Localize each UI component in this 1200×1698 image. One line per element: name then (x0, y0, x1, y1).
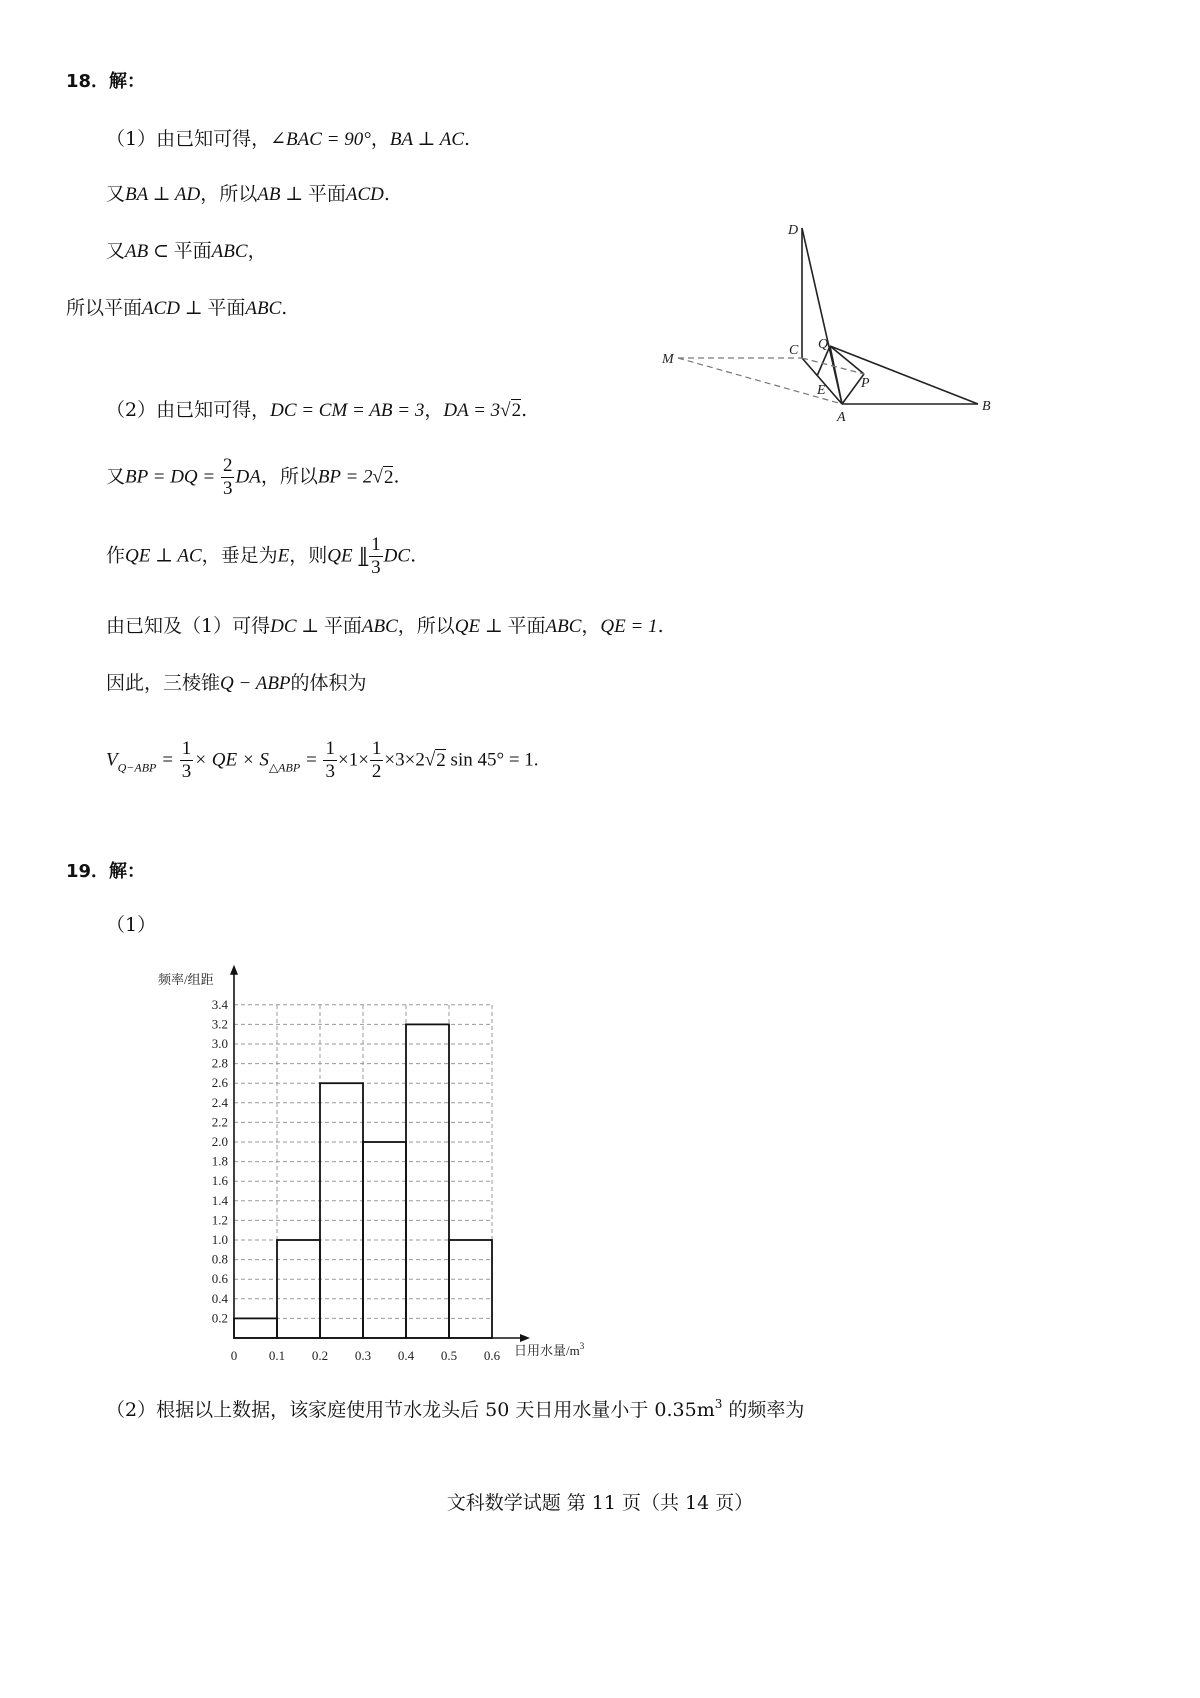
text: 的频率为 (722, 1399, 805, 1421)
text: 平面 (173, 240, 212, 262)
formula: DC (383, 545, 411, 567)
formula: = (300, 749, 323, 771)
radicand: 2 (436, 749, 446, 771)
y-tick-label: 2.2 (211, 1114, 228, 1130)
y-axis-arrow (230, 965, 238, 975)
y-tick-label: 1.4 (211, 1192, 228, 1208)
x-tick-label: 0.4 (397, 1348, 415, 1363)
denominator: 3 (371, 557, 381, 578)
y-tick-label: 1.8 (211, 1153, 228, 1169)
formula: Q − ABP (220, 673, 291, 694)
numerator: 2 (222, 455, 233, 476)
q18-line-5: （2）由已知可得，DC = CM = AB = 3，DA = 3√2. (106, 399, 528, 421)
text: ，所以 (260, 465, 318, 488)
fraction (323, 738, 337, 783)
axes (230, 965, 530, 1342)
formula: ∠BAC = 90° (270, 129, 371, 150)
y-tick-label: 0.8 (211, 1251, 228, 1267)
denominator: 3 (222, 478, 233, 499)
y-tick-label: 3.0 (211, 1036, 228, 1051)
formula: DA = 3 (443, 400, 501, 421)
text: . (464, 128, 471, 150)
subscript: Q−ABP (117, 760, 157, 775)
q18-line-1 (106, 127, 470, 152)
q19-heading: 19．解： (66, 861, 146, 882)
label-b: B (982, 399, 991, 414)
formula: BP = 2 (317, 466, 373, 488)
x-tick-label: 0.6 (483, 1348, 501, 1363)
text: ， (370, 128, 390, 150)
numerator: 1 (325, 738, 335, 759)
q18-line-2 (106, 182, 390, 207)
text: （1）由已知可得， (106, 128, 271, 150)
q18-line-3 (106, 239, 267, 264)
formula: ABC (211, 241, 248, 262)
q18-heading: 18．解： (66, 71, 146, 92)
y-tick-label: 2.0 (211, 1134, 228, 1149)
text: ，所以 (200, 183, 258, 205)
formula: ×3×2 (384, 749, 425, 771)
text: （2）根据以上数据，该家庭使用节水龙头后 50 天日用水量小于 0.35m (106, 1399, 715, 1421)
page-footer: 文科数学试题 第 11 页（共 14 页） (446, 1492, 754, 1514)
formula: BP = DQ = (125, 466, 220, 488)
formula: QE ⊥ (454, 616, 508, 637)
fraction (369, 534, 383, 579)
q18-line-7 (106, 534, 416, 579)
x-tick-label: 0.1 (268, 1348, 286, 1363)
text: 又 (106, 240, 126, 262)
y-tick-label: 0.2 (211, 1310, 228, 1326)
label-m: M (662, 352, 674, 367)
label-q: Q (818, 337, 829, 352)
text: ，所以 (397, 615, 455, 637)
formula: ×1× (337, 749, 369, 771)
x-axis-title-text: 日用水量/m (514, 1343, 580, 1358)
formula: V (106, 749, 118, 771)
y-tick-label: 0.4 (211, 1290, 228, 1306)
x-tick-label: 0 (230, 1348, 238, 1363)
formula: ACD (345, 184, 384, 205)
denominator: 3 (325, 761, 335, 782)
x-axis-title (514, 1341, 585, 1358)
histogram-bar (234, 1318, 277, 1338)
q18-line-4 (66, 296, 287, 321)
formula: = (156, 749, 179, 771)
fraction (180, 738, 194, 783)
text: . (393, 465, 400, 488)
formula: DA (235, 466, 261, 488)
text: 平面 (323, 615, 362, 637)
text: ，则 (289, 544, 328, 567)
text: 又 (106, 465, 126, 488)
label-d: D (788, 223, 799, 238)
histogram-bar (449, 1240, 492, 1338)
x-tick-label: 0.3 (354, 1348, 372, 1363)
text: 平面 (507, 615, 546, 637)
numerator: 1 (371, 534, 381, 555)
label-a: A (837, 410, 846, 425)
edge-qb (830, 346, 978, 404)
x-tick-label: 0.2 (311, 1348, 329, 1363)
text: （2）由已知可得， (106, 399, 271, 421)
text: ，垂足为 (201, 544, 278, 567)
text: 所以平面 (66, 297, 143, 319)
text: ， (581, 615, 601, 637)
numerator: 1 (181, 738, 192, 759)
q18-line-6: 又BP = DQ = $\frac{2}{3}$ DA，所以BP = 2√2. (106, 455, 400, 499)
x-tick-label: 0.5 (440, 1348, 458, 1363)
pyramid-figure (650, 210, 1010, 430)
text: ， (247, 240, 267, 262)
formula: ACD ⊥ (142, 298, 208, 319)
q18-line-9 (106, 671, 367, 696)
q19-part2-text (106, 1392, 804, 1422)
formula: ABC (245, 298, 282, 319)
superscript: 3 (714, 1397, 723, 1411)
formula: QE (327, 545, 353, 567)
y-tick-label: 1.6 (211, 1173, 228, 1189)
formula: ABC (361, 616, 398, 637)
y-tick-label: 3.2 (211, 1016, 228, 1032)
formula: AB ⊥ (257, 184, 308, 205)
text: 平面 (207, 297, 246, 319)
label-c: C (789, 343, 799, 358)
radicand: 2 (383, 466, 394, 488)
formula: AB ⊂ (125, 241, 174, 262)
text: 的体积为 (290, 672, 367, 694)
text: . (383, 183, 390, 205)
y-tick-label: 2.8 (211, 1055, 228, 1071)
y-tick-label: 2.6 (211, 1075, 228, 1091)
q18-line-8 (106, 614, 664, 639)
formula: DC ⊥ (270, 616, 324, 637)
histogram-bar (320, 1083, 363, 1338)
q19-part1-label: （1） (106, 914, 157, 936)
formula: sin 45° = 1. (445, 749, 539, 771)
formula: ABC (545, 616, 582, 637)
fraction (370, 738, 384, 783)
text: . (410, 544, 417, 567)
radicand: 2 (511, 400, 522, 421)
numerator: 1 (371, 738, 382, 759)
text: 又 (106, 183, 126, 205)
y-axis-title: 频率/组距 (158, 972, 214, 987)
x-axis-title-sup: 3 (579, 1341, 585, 1351)
q18-volume-formula: $V_{Q-ABP}$ = $\frac{1}{3}$ × QE × $S_{\triangle ABP}$ = $\frac{1}{3}$ ×1× $\frac{1}{2}$ ×3×2√2 sin 45° = 1. (106, 738, 539, 782)
y-tick-label: 3.4 (211, 996, 228, 1012)
y-tick-label: 0.6 (211, 1271, 228, 1287)
text: . (281, 297, 288, 319)
text: ， (424, 399, 444, 421)
text: 作 (106, 544, 126, 567)
subscript: △ABP (268, 760, 301, 775)
formula: QE ⊥ AC (125, 545, 202, 567)
text: 因此，三棱锥 (106, 672, 221, 694)
formula: × QE × S (194, 749, 269, 771)
formula: BA ⊥ AD (125, 184, 201, 205)
label-p: P (861, 376, 870, 391)
formula: DC = CM = AB = 3 (270, 400, 425, 421)
y-tick-label: 2.4 (211, 1094, 228, 1110)
formula: BA ⊥ AC (389, 129, 465, 150)
denominator: 2 (371, 761, 382, 782)
denominator: 3 (181, 761, 192, 782)
x-axis-arrow (520, 1334, 530, 1342)
fraction (221, 455, 235, 500)
y-tick-label: 1.0 (211, 1232, 228, 1247)
formula: QE = 1 (600, 616, 658, 637)
parallel-equal-symbol: ∥̲ (358, 544, 369, 567)
text: . (521, 399, 528, 421)
formula: E (277, 545, 290, 567)
text: . (657, 615, 664, 637)
label-e: E (817, 383, 826, 398)
histogram-bar (277, 1240, 320, 1338)
text: 平面 (307, 183, 346, 205)
tick-labels (212, 997, 501, 1363)
histogram-chart (150, 960, 620, 1370)
y-tick-label: 1.2 (211, 1212, 228, 1228)
text: 由已知及（1）可得 (106, 615, 271, 637)
